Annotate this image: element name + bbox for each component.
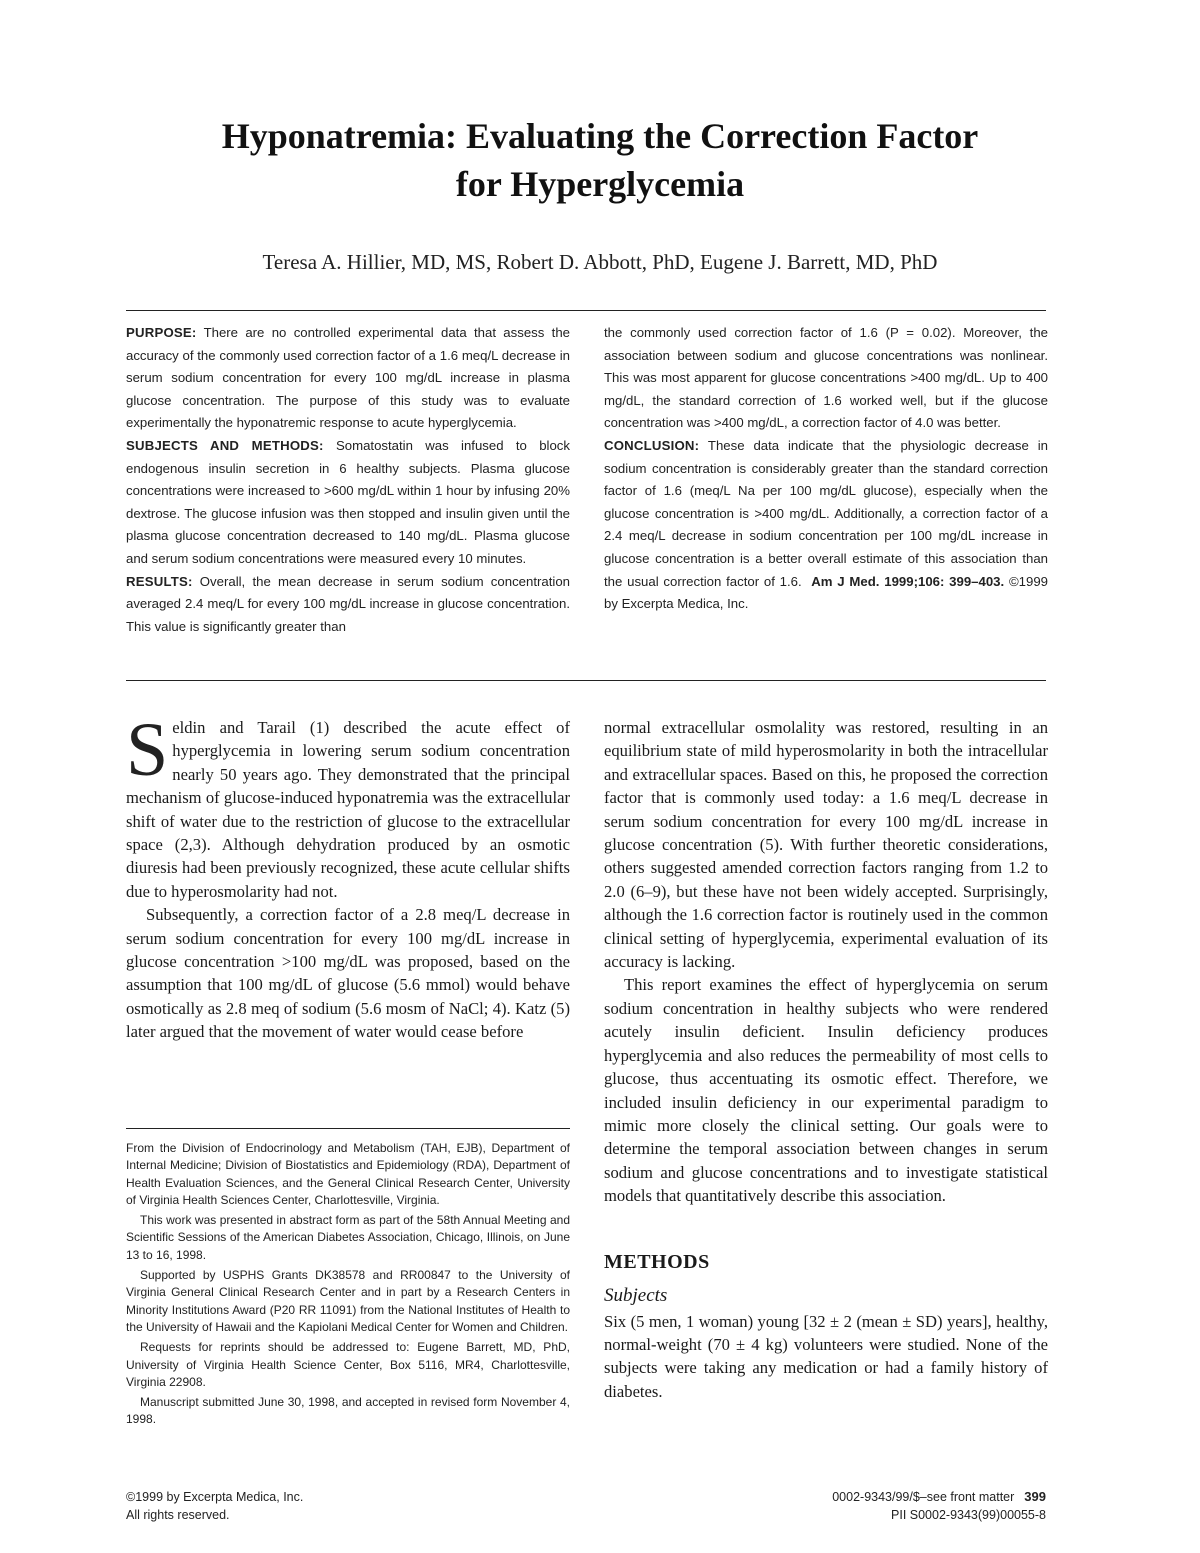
intro-paragraph-3: This report examines the effect of hyperglycemia on serum sodium concentration in healthy subjects who were rendered acutely insulin deficient. Insulin deficiency produces hyperglycemia and also reduces the permeability of most cells to glucose, thus accentuating its osmotic effect. Therefore, we included insulin deficiency in our experimental paradigm to mimic more closely the clinical setting. Our goals were to determine the temporal association between changes in serum sodium and glucose concentrations and to investigate statistical models that quantitatively describe this association.: [604, 975, 1048, 1206]
footer-right: [832, 1488, 1046, 1524]
author-list: Teresa A. Hillier, MD, MS, Robert D. Abbott, PhD, Eugene J. Barrett, MD, PhD: [262, 250, 938, 274]
conclusion-label: CONCLUSION:: [604, 437, 700, 453]
subjects-heading: Subjects: [604, 1284, 668, 1306]
intro-paragraph-2: Subsequently, a correction factor of a 2.8 meq/L decrease in serum sodium concentration for every 100 mg/dL increase in glucose concentration >100 mg/dL was proposed, based on the assumption that 100 mg/dL of glucose (5.6 mmol) would behave osmotically as 2.8 meq of sodium (5.6 mosm of NaCl; 4). Katz (5) later argued that the movement of water would cease before: [126, 905, 570, 1042]
subjects-paragraph: Six (5 men, 1 woman) young [32 ± 2 (mean ± SD) years], healthy, normal-weight (70 ± 4 kg) volunteers were studied. None of the subjects were taking any medication or had a family history of diabetes.: [604, 1311, 1048, 1401]
abstract-copyright: ©1999 by Excerpta Medica, Inc.: [604, 573, 1049, 612]
abstract-results: [126, 571, 570, 639]
conclusion-text: These data indicate that the physiologic decrease in sodium concentration is considerably greater than the standard correction factor of 1.6 (meq/L Na per 100 mg/dL glucose), especially when the glucose concentration is >400 mg/dL. Additionally, a correction factor of a 2.4 meq/L decrease in sodium concentration per 100 mg/dL increase in glucose concentration is a better overall estimate of this association than the usual correction factor of 1.6.: [604, 437, 1048, 589]
abstract-purpose: [126, 322, 570, 435]
page-number: 399: [1024, 1489, 1046, 1504]
drop-cap: S: [126, 708, 169, 792]
title-line-1: Hyponatremia: Evaluating the Correction Factor: [221, 116, 979, 156]
abstract-left-column: [126, 322, 570, 638]
footnote-presented: This work was presented in abstract form as part of the 58th Annual Meeting and Scientific Sessions of the American Diabetes Association, Chicago, Illinois, on June 13 to 16, 1998.: [126, 1213, 570, 1262]
footnote-reprints: Requests for reprints should be addressed to: Eugene Barrett, MD, PhD, University of Virginia Health Science Center, Box 5116, MR4, Charlottesville, Virginia 22908.: [126, 1340, 570, 1389]
footnote-rule: [126, 1128, 570, 1129]
title-line-2: for Hyperglycemia: [455, 164, 745, 204]
footnote-support: Supported by USPHS Grants DK38578 and RR00847 to the University of Virginia General Clinical Research Center and in part by a Research Centers in Minority Institutions Award (P20 RR 11091) from the National Institutes of Health to the University of Hawaii and the Kapiolani Medical Center for Women and Children.: [126, 1268, 570, 1334]
purpose-label: PURPOSE:: [126, 325, 197, 340]
abstract-right-column: [604, 322, 1048, 616]
footer-issn: 0002-9343/99/$–see front matter: [832, 1490, 1015, 1504]
methods-heading: METHODS: [604, 1250, 710, 1273]
intro-paragraph-1: [126, 708, 570, 903]
intro-paragraph-1-text: eldin and Tarail (1) described the acute effect of hyperglycemia in lowering serum sodium concentration nearly 50 years ago. They demonstrated that the principal mechanism of glucose-induced hyponatremia was the extracellular shift of water due to the restriction of glucose to the extracellular space (2,3). Although dehydration produced by an osmotic diuresis had been previously recognized, these acute cellular shifts due to hyperosmolarity had not.: [126, 718, 570, 901]
body-right-column: [604, 716, 1048, 1403]
journal-citation: Am J Med. 1999;106: 399–403.: [811, 573, 1005, 589]
footnote-affiliation: From the Division of Endocrinology and Metabolism (TAH, EJB), Department of Internal Medicine; Division of Biostatistics and Epidemiology (RDA), Department of Health Evaluation Sciences, and the General Clinical Research Center, University of Virginia Health Sciences Center, Charlottesville, Virginia.: [126, 1141, 570, 1207]
footer-copyright: ©1999 by Excerpta Medica, Inc.: [126, 1490, 304, 1504]
footer-left: [126, 1488, 303, 1524]
footnotes: [126, 1140, 570, 1432]
body-left-column: [126, 708, 570, 1044]
footnote-manuscript: Manuscript submitted June 30, 1998, and accepted in revised form November 4, 1998.: [126, 1395, 570, 1427]
abstract-methods: [126, 435, 570, 571]
results-text: Overall, the mean decrease in serum sodium concentration averaged 2.4 meq/L for every 100 mg/dL increase in glucose concentration. This value is significantly greater than: [126, 573, 570, 634]
article-title: [100, 112, 1100, 208]
abstract-bottom-rule: [126, 680, 1046, 681]
methods-text: Somatostatin was infused to block endogenous insulin secretion in 6 healthy subjects. Plasma glucose concentrations were increased to >600 mg/dL within 1 hour by infusing 20% dextrose. The glucose infusion was then stopped and insulin given until the plasma glucose concentration decreased to 140 mg/dL. Plasma glucose and serum sodium concentrations were measured every 10 minutes.: [126, 437, 570, 566]
abstract-conclusion: [604, 435, 1048, 616]
abstract-top-rule: [126, 310, 1046, 311]
methods-label: SUBJECTS AND METHODS:: [126, 437, 324, 453]
abstract-results-continued: the commonly used correction factor of 1.6 (P = 0.02). Moreover, the association between sodium and glucose concentrations was nonlinear. This was most apparent for glucose concentrations >400 mg/dL. Up to 400 mg/dL, the standard correction of 1.6 worked well, but if the glucose concentration was >400 mg/dL, a correction factor of 4.0 was better.: [604, 325, 1048, 431]
results-label: RESULTS:: [126, 573, 193, 589]
footer-rights: All rights reserved.: [126, 1508, 230, 1522]
purpose-text: There are no controlled experimental data that assess the accuracy of the commonly used correction factor of a 1.6 meq/L decrease in serum sodium concentration for every 100 mg/dL increase in plasma glucose concentration. The purpose of this study was to evaluate experimentally the hyponatremic response to acute hyperglycemia.: [126, 325, 570, 431]
footer-pii: PII S0002-9343(99)00055-8: [891, 1508, 1046, 1522]
intro-paragraph-2-continued: normal extracellular osmolality was restored, resulting in an equilibrium state of mild hyperosmolarity in both the intracellular and extracellular spaces. Based on this, he proposed the correction factor that is commonly used today: a 1.6 meq/L decrease in serum sodium concentration for every 100 mg/dL increase in glucose concentration (5). With further theoretic considerations, others suggested amended correction factors ranging from 1.2 to 2.0 (6–9), but these have not been widely accepted. Surprisingly, although the 1.6 correction factor is routinely used in the common clinical setting of hyperglycemia, experimental evaluation of its accuracy is lacking.: [604, 718, 1048, 972]
